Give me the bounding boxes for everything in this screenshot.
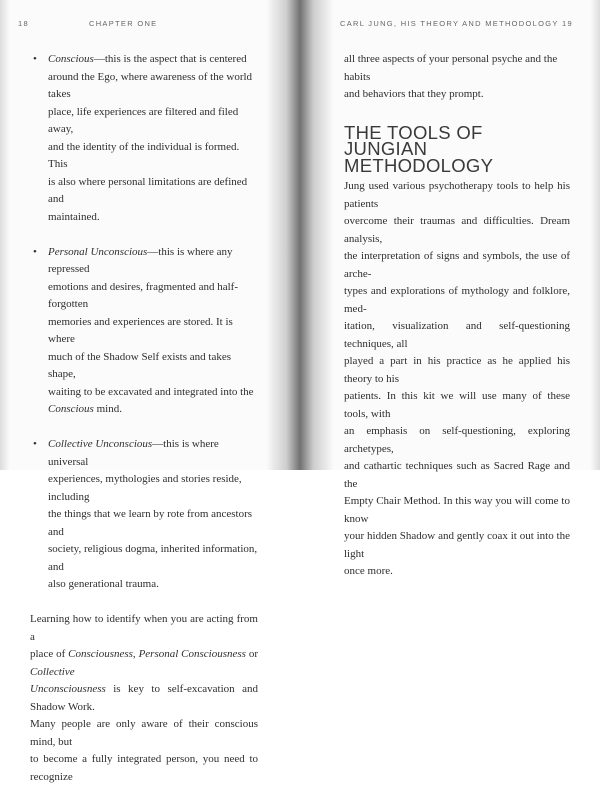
paragraph-line: the interpretation of signs and symbols, the use of arche- [344, 250, 570, 280]
bullet-line: is also where personal limitations are defined and [48, 175, 248, 205]
paragraph-line: Many people are only aware of their conscious mind, but [30, 718, 258, 748]
closing-paragraph [30, 611, 258, 786]
heading-line: THE TOOLS OF [344, 121, 483, 143]
running-head-left: CHAPTER ONE [89, 19, 158, 28]
paragraph-line: Jung used various psychotherapy tools to help his patients [344, 180, 570, 210]
bullet-line: waiting to be excavated and integrated into the [48, 385, 254, 398]
paragraph-line: Unconsciousness is key to self-excavation and Shadow Work. [30, 683, 258, 713]
paragraph-line: and behaviors that they prompt. [344, 88, 484, 100]
heading-line: JUNGIAN METHODOLOGY [344, 138, 494, 176]
bullet-line: maintained. [48, 210, 100, 223]
right-page [300, 0, 600, 577]
section-paragraph [344, 178, 570, 581]
bullet-line: much of the Shadow Self exists and takes shape, [48, 350, 231, 380]
bullet-mark: • [33, 245, 37, 258]
page-edge-shadow [0, 0, 10, 470]
right-page-body [344, 51, 570, 581]
bullet-personal-unconscious [30, 244, 258, 419]
paragraph-line: and cathartic techniques such as Sacred Rage and the [344, 460, 570, 490]
gutter-shadow [266, 0, 300, 470]
running-head-right: CARL JUNG, HIS THEORY AND METHODOLOGY [340, 19, 559, 28]
bullet-line: and the identity of the individual is formed. This [48, 140, 240, 170]
gutter-shadow [300, 0, 334, 470]
bullet-line: experiences, mythologies and stories reside, including [48, 473, 242, 503]
bullet-line: Personal Unconscious—this is where any repressed [48, 245, 233, 275]
page-number-right: 19 [562, 19, 573, 28]
paragraph-line: to become a fully integrated person, you need to recognize [30, 753, 258, 783]
paragraph-line: itation, visualization and self-questioning techniques, all [344, 320, 570, 350]
bullet-line: society, religious dogma, inherited information, and [48, 543, 258, 573]
term: Personal Unconscious [48, 245, 148, 258]
paragraph-line: patients. In this kit we will use many of these tools, with [344, 390, 570, 420]
bullet-mark: • [33, 53, 37, 65]
term: Conscious [48, 53, 94, 65]
left-page [0, 0, 300, 783]
bullet-mark: • [33, 438, 37, 450]
paragraph-line: types and explorations of mythology and folklore, med- [344, 285, 570, 315]
bullet-line: emotions and desires, fragmented and half-forgotten [48, 280, 238, 310]
paragraph-line: all three aspects of your personal psyche and the habits [344, 53, 558, 83]
bullet-line: place, life experiences are filtered and filed away, [48, 105, 239, 135]
page-number-left: 18 [18, 19, 29, 28]
term: Conscious [48, 403, 94, 415]
term: Collective Unconscious [48, 438, 153, 450]
paragraph-line: your hidden Shadow and gently coax it out into the light [344, 530, 570, 560]
page-edge-shadow [590, 0, 600, 470]
paragraph-line: Learning how to identify when you are acting from a [30, 613, 258, 643]
bullet-line: also generational trauma. [48, 578, 159, 590]
bullet-line: Conscious mind. [48, 403, 122, 415]
paragraph-line: an emphasis on self-questioning, exploring archetypes, [344, 425, 570, 455]
paragraph-line: place of Consciousness, Personal Consciousness or Collective [30, 648, 259, 678]
bullet-conscious [30, 51, 258, 226]
paragraph-line: played a part in his practice as he applied his theory to his [344, 355, 570, 385]
bullet-line: Collective Unconscious—this is where universal [48, 438, 219, 468]
bullet-line: Conscious—this is the aspect that is centered [48, 53, 247, 65]
bullet-collective-unconscious [30, 436, 258, 594]
bullet-line: memories and experiences are stored. It is where [48, 315, 233, 345]
bullet-line: the things that we learn by rote from ancestors and [48, 508, 253, 538]
left-page-body [30, 51, 258, 786]
bullet-line: around the Ego, where awareness of the world takes [48, 70, 253, 100]
continued-paragraph [344, 51, 570, 104]
paragraph-line: once more. [344, 565, 393, 577]
section-heading [344, 121, 570, 176]
paragraph-line: Empty Chair Method. In this way you will come to know [344, 495, 570, 525]
paragraph-line: overcome their traumas and difficulties. Dream analysis, [344, 215, 570, 245]
